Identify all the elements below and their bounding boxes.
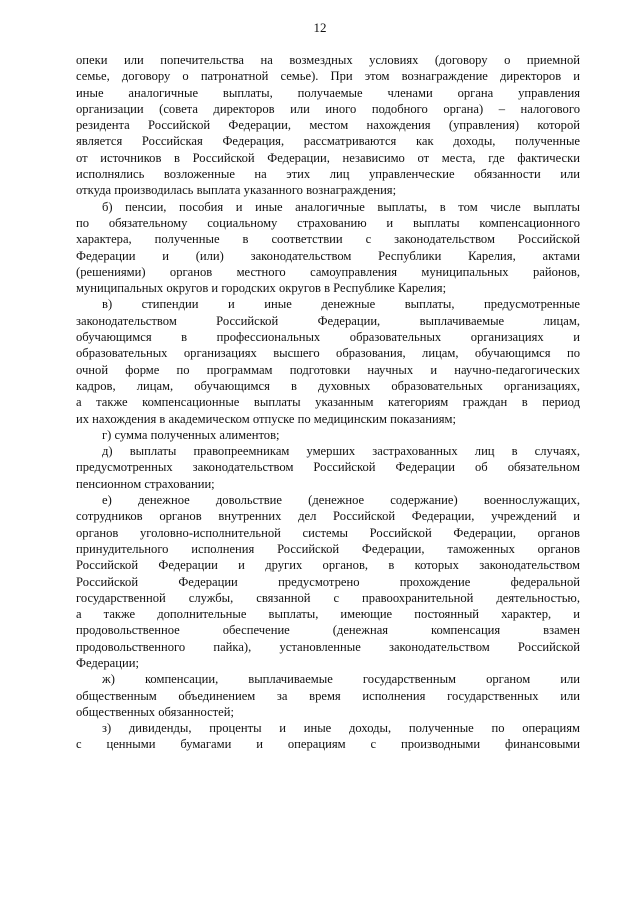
text-line: Федерации; bbox=[76, 655, 139, 670]
text-line: Федерации и (или) законодательством Республики Карелия, актами bbox=[76, 248, 580, 263]
text-line: органов уголовно-исполнительной системы Российской Федерации, органов bbox=[76, 525, 580, 540]
text-line: з) дивиденды, проценты и иные доходы, полученные по операциям bbox=[102, 721, 580, 736]
text-line: принудительного исполнения Российской Федерации, таможенных органов bbox=[76, 541, 580, 556]
text-line: предусмотренных законодательством Российской Федерации об обязательном bbox=[76, 460, 580, 475]
text-line: Российской Федерации и других органов, в которых законодательством bbox=[76, 558, 580, 573]
text-line: опеки или попечительства на возмездных условиях (договору о приемной bbox=[76, 53, 580, 67]
text-line: иные аналогичные выплаты, получаемые членами органа управления bbox=[76, 85, 580, 100]
page-number: 12 bbox=[313, 20, 327, 35]
text-line: характера, полученные в соответствии с законодательством Российской bbox=[76, 232, 580, 247]
text-line: организации (совета директоров или иного подобного органа) – налогового bbox=[76, 101, 580, 116]
text-line: (решениями) органов местного самоуправления муниципальных районов, bbox=[76, 264, 580, 279]
text-line: семье, договору о патронатной семье). При этом вознаграждение директоров и bbox=[76, 69, 580, 84]
text-line: их нахождения в академическом отпуске по медицинским показаниям; bbox=[76, 411, 456, 426]
text-line: а также дополнительные выплаты, имеющие постоянный характер, и bbox=[76, 607, 580, 622]
text-line: г) сумма полученных алиментов; bbox=[102, 427, 280, 442]
text-line: ж) компенсации, выплачиваемые государственным органом или bbox=[102, 672, 580, 687]
text-line: по обязательному социальному страхованию и выплаты компенсационного bbox=[76, 215, 580, 230]
text-line: обучающимся в профессиональных образовательных организациях и bbox=[76, 330, 580, 345]
text-line: законодательством Российской Федерации, выплачиваемые лицам, bbox=[76, 313, 580, 328]
text-line: государственной службы, связанной с правоохранительной деятельностью, bbox=[76, 590, 580, 605]
text-line: муниципальных округов и городских округов в Республике Карелия; bbox=[76, 281, 447, 296]
text-line: кадров, лицам, обучающимся в духовных образовательных организациях, bbox=[76, 378, 580, 393]
text-line: Российской Федерации предусмотрено прохождение федеральной bbox=[76, 574, 580, 589]
text-line: образовательных организациях высшего образования, лицам, обучающимся по bbox=[76, 346, 580, 361]
text-line: откуда производилась выплата указанного вознаграждения; bbox=[76, 183, 397, 198]
text-line: общественным объединением за время исполнения государственных или bbox=[76, 688, 580, 703]
text-line: очной форме по программам подготовки научных и научно-педагогических bbox=[76, 362, 580, 377]
text-line: д) выплаты правопреемникам умерших застрахованных лиц в случаях, bbox=[102, 444, 580, 459]
document-body bbox=[76, 52, 580, 753]
text-line: общественных обязанностей; bbox=[76, 704, 235, 719]
text-line: продовольственное обеспечение (денежная компенсация взамен bbox=[76, 623, 580, 638]
text-line: с ценными бумагами и операциям с производными финансовыми bbox=[76, 737, 580, 752]
text-line: а также компенсационные выплаты указанным категориям граждан в период bbox=[76, 395, 580, 410]
text-line: продовольственного пайка), установленные законодательством Российской bbox=[76, 639, 580, 654]
text-line: сотрудников органов внутренних дел Российской Федерации, учреждений и bbox=[76, 509, 580, 524]
text-line: б) пенсии, пособия и иные аналогичные выплаты, в том числе выплаты bbox=[102, 199, 580, 214]
text-line: пенсионном страховании; bbox=[76, 476, 215, 491]
text-line: является Российская Федерация, рассматриваются как доходы, полученные bbox=[76, 134, 580, 149]
text-line: е) денежное довольствие (денежное содержание) военнослужащих, bbox=[102, 493, 580, 508]
text-line: от источников в Российской Федерации, независимо от места, где фактически bbox=[76, 150, 580, 165]
text-line: в) стипендии и иные денежные выплаты, предусмотренные bbox=[102, 297, 580, 312]
text-line: резидента Российской Федерации, местом нахождения (управления) которой bbox=[76, 118, 580, 133]
text-line: исполнялись возложенные на этих лиц управленческие обязанности или bbox=[76, 167, 580, 182]
